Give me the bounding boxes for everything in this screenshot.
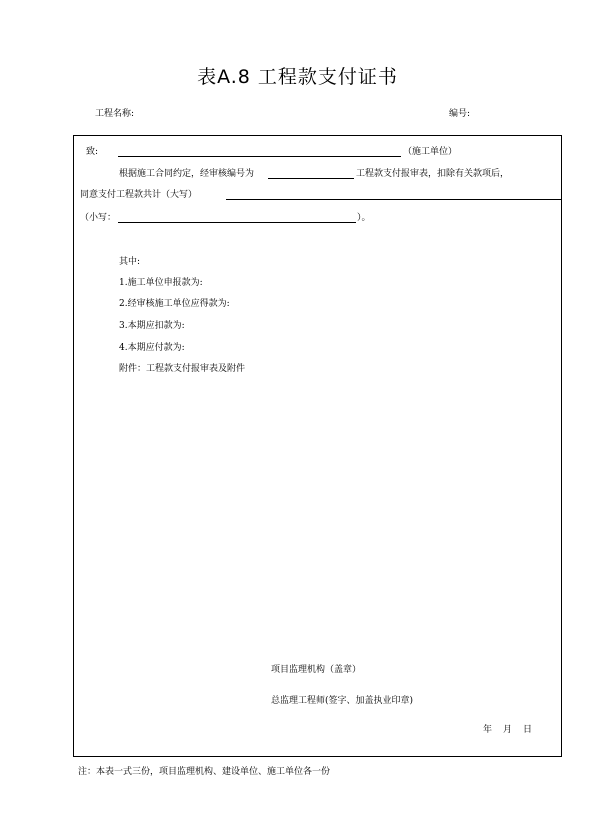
supervision-org-label: 项目监理机构（盖章） xyxy=(271,665,362,675)
item-deduction-amount: 3.本期应扣款为: xyxy=(119,321,185,331)
application-number-field[interactable] xyxy=(268,178,354,179)
page-title: 表A.8 工程款支付证书 xyxy=(197,66,398,88)
chief-engineer-label: 总监理工程师(签字、加盖执业印章) xyxy=(271,696,414,706)
line1-suffix: 工程款支付报审表，扣除有关款项后， xyxy=(356,169,510,179)
contractor-name-field[interactable] xyxy=(118,156,401,157)
among-label: 其中: xyxy=(119,257,141,267)
amount-lowercase-label: （小写： xyxy=(80,213,117,223)
item-payable-amount: 4.本期应付款为: xyxy=(119,343,185,353)
amount-lowercase-suffix: ）。 xyxy=(357,213,371,223)
amount-uppercase-field[interactable] xyxy=(226,199,562,200)
footnote: 注：本表一式三份，项目监理机构、建设单位、施工单位各一份 xyxy=(78,767,331,777)
project-name-label: 工程名称: xyxy=(95,109,135,119)
date-day-label: 日 xyxy=(523,725,533,735)
item-declared-amount: 1.施工单位申报款为: xyxy=(119,278,203,288)
amount-lowercase-field[interactable] xyxy=(118,222,356,223)
certificate-form-box xyxy=(73,135,562,757)
date-year-label: 年 xyxy=(483,725,493,735)
to-label: 致: xyxy=(86,147,99,157)
line1-prefix: 根据施工合同约定，经审核编号为 xyxy=(119,169,255,179)
number-label: 编号: xyxy=(449,109,471,119)
item-approved-amount: 2.经审核施工单位应得款为: xyxy=(119,299,230,309)
attachment-label: 附件：工程款支付报审表及附件 xyxy=(119,364,246,374)
contractor-label: （施工单位） xyxy=(403,147,458,157)
amount-uppercase-label: 同意支付工程款共计（大写） xyxy=(80,190,198,200)
date-month-label: 月 xyxy=(503,725,513,735)
